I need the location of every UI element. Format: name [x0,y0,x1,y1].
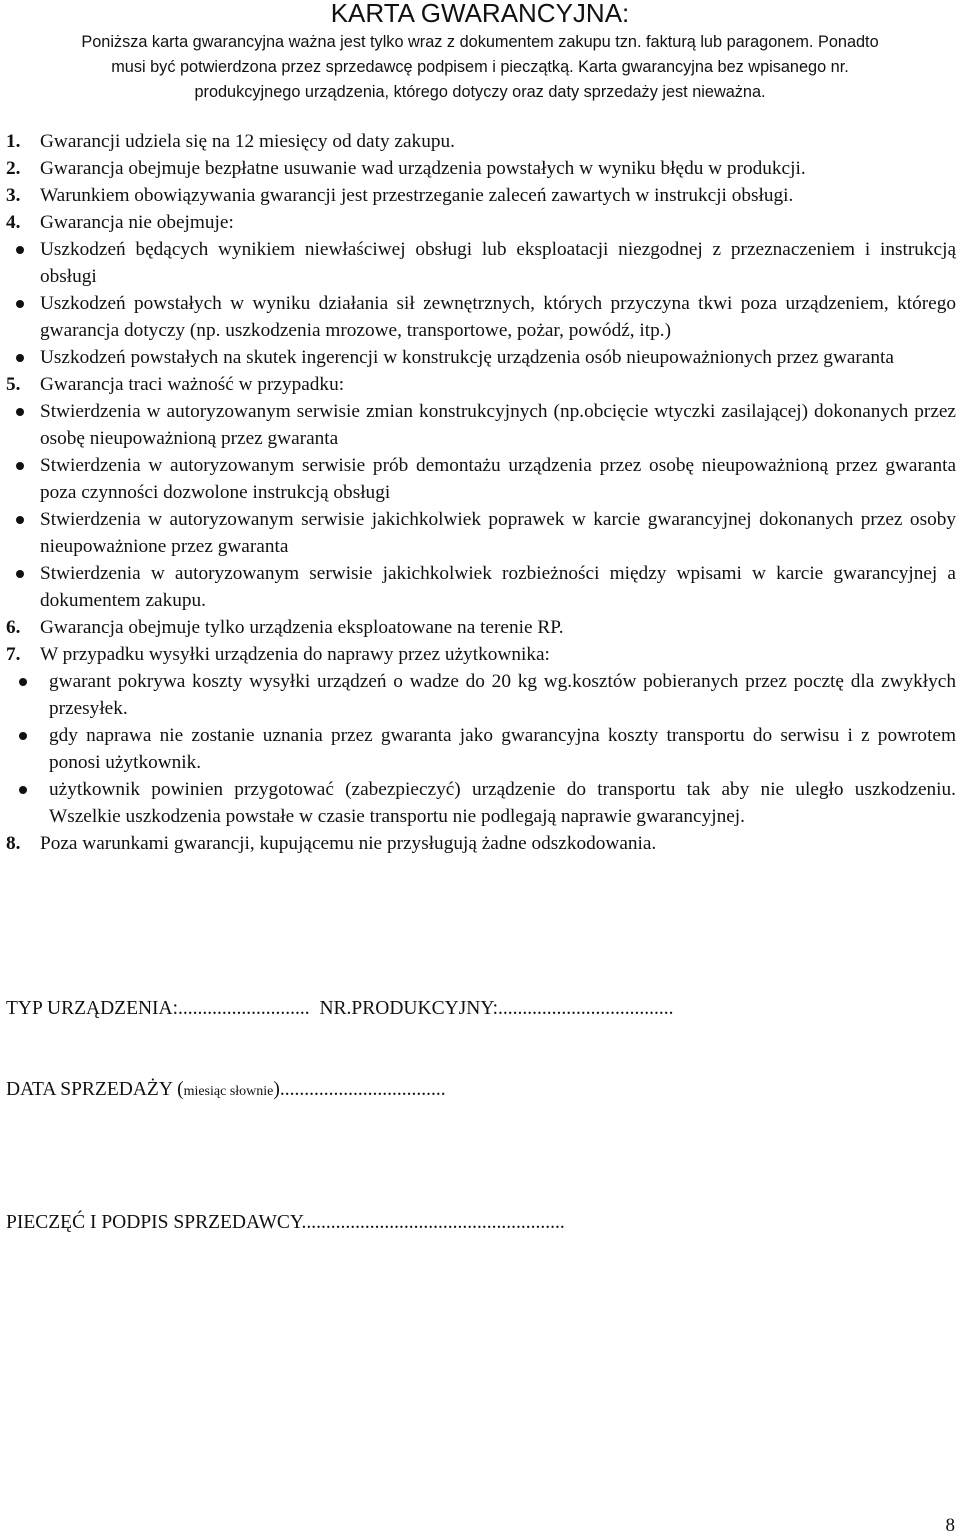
condition-item [6,155,956,182]
condition-number: 4. [6,212,21,233]
conditions-list [6,128,956,857]
condition-text: Gwarancja traci ważność w przypadku: [40,374,345,395]
condition-item [6,128,956,155]
bullet-item: użytkownik powinien przygotować (zabezpieczyć) urządzenie do transportu tak aby nie uległo uszkodzeniu. Wszelkie uszkodzenia powstałe w czasie transportu nie podlegają naprawie gwarancyjnej. [6,776,956,830]
condition-text: Poza warunkami gwarancji, kupującemu nie przysługują żadne odszkodowania. [40,833,657,854]
bullet-item: Uszkodzeń powstałych na skutek ingerencji w konstrukcję urządzenia osób nieupoważnionych przez gwaranta [6,344,956,371]
bullet-item: Uszkodzeń powstałych w wyniku działania sił zewnętrznych, których przyczyna tkwi poza urządzeniem, którego gwarancja dotyczy (np. uszkodzenia mrozowe, transportowe, pożar, powódź, itp.) [6,290,956,344]
condition-item [6,830,956,857]
bullet-item: Stwierdzenia w autoryzowanym serwisie prób demontażu urządzenia przez osobę nieupoważnioną przez gwaranta poza czynności dozwolone instrukcją obsługi [6,452,956,506]
condition-item [6,614,956,641]
intro-line: Poniższa karta gwarancyjna ważna jest tylko wraz z dokumentem zakupu tzn. fakturą lub paragonem. Ponadto [81,33,879,51]
bullet-item: Stwierdzenia w autoryzowanym serwisie jakichkolwiek rozbieżności między wpisami w karcie gwarancyjnej a dokumentem zakupu. [6,560,956,614]
document-title: KARTA GWARANCYJNA: [330,0,630,28]
intro-paragraph [0,30,960,105]
condition-text: Gwarancja nie obejmuje: [40,212,234,233]
condition-number: 2. [6,158,21,179]
condition-number: 1. [6,131,21,152]
page-number: 8 [945,1515,955,1536]
intro-line: musi być potwierdzona przez sprzedawcę podpisem i pieczątką. Karta gwarancyjna bez wpisanego nr. [111,58,849,76]
condition-number: 5. [6,374,21,395]
condition-number: 6. [6,617,21,638]
condition-item [6,182,956,209]
bullet-item: Stwierdzenia w autoryzowanym serwisie jakichkolwiek poprawek w karcie gwarancyjnej dokonanych przez osoby nieupoważnione przez gwaranta [6,506,956,560]
sale-date-note: miesiąc słownie [183,1084,274,1099]
condition-number: 7. [6,644,21,665]
device-fields-line [6,998,674,1020]
condition-text: Warunkiem obowiązywania gwarancji jest przestrzeganie zaleceń zawartych w instrukcji obsługi. [40,185,794,206]
condition-text: W przypadku wysyłki urządzenia do naprawy przez użytkownika: [40,644,550,665]
sale-date-label: DATA SPRZEDAŻY ( [6,1079,184,1100]
serial-number-field[interactable]: NR.PRODUKCYJNY:.................................... [319,998,674,1019]
signature-field[interactable]: PIECZĘĆ I PODPIS SPRZEDAWCY...................................................... [6,1212,565,1233]
condition-text: Gwarancji udziela się na 12 miesięcy od daty zakupu. [40,131,455,152]
condition-number: 8. [6,833,21,854]
condition-text: Gwarancja obejmuje bezpłatne usuwanie wad urządzenia powstałych w wyniku błędu w produkcji. [40,158,806,179]
condition-number: 3. [6,185,21,206]
device-type-field[interactable]: TYP URZĄDZENIA:........................... [6,998,310,1019]
sale-date-dots: ).................................. [273,1079,446,1100]
bullet-item: Uszkodzeń będących wynikiem niewłaściwej obsługi lub eksploatacji niezgodnej z przeznaczeniem i instrukcją obsługi [6,236,956,290]
bullet-item: gdy naprawa nie zostanie uznania przez gwaranta jako gwarancyjna koszty transportu do serwisu i z powrotem ponosi użytkownik. [6,722,956,776]
intro-line: produkcyjnego urządzenia, którego dotyczy oraz daty sprzedaży jest nieważna. [194,83,766,101]
condition-item [6,641,956,668]
bullet-item: Stwierdzenia w autoryzowanym serwisie zmian konstrukcyjnych (np.obcięcie wtyczki zasilającej) dokonanych przez osobę nieupoważnioną przez gwaranta [6,398,956,452]
sale-date-field[interactable] [6,1079,446,1101]
condition-item [6,209,956,236]
bullet-item: gwarant pokrywa koszty wysyłki urządzeń o wadze do 20 kg wg.kosztów pobieranych przez pocztę dla zwykłych przesyłek. [6,668,956,722]
condition-item [6,371,956,398]
condition-text: Gwarancja obejmuje tylko urządzenia eksploatowane na terenie RP. [40,617,564,638]
